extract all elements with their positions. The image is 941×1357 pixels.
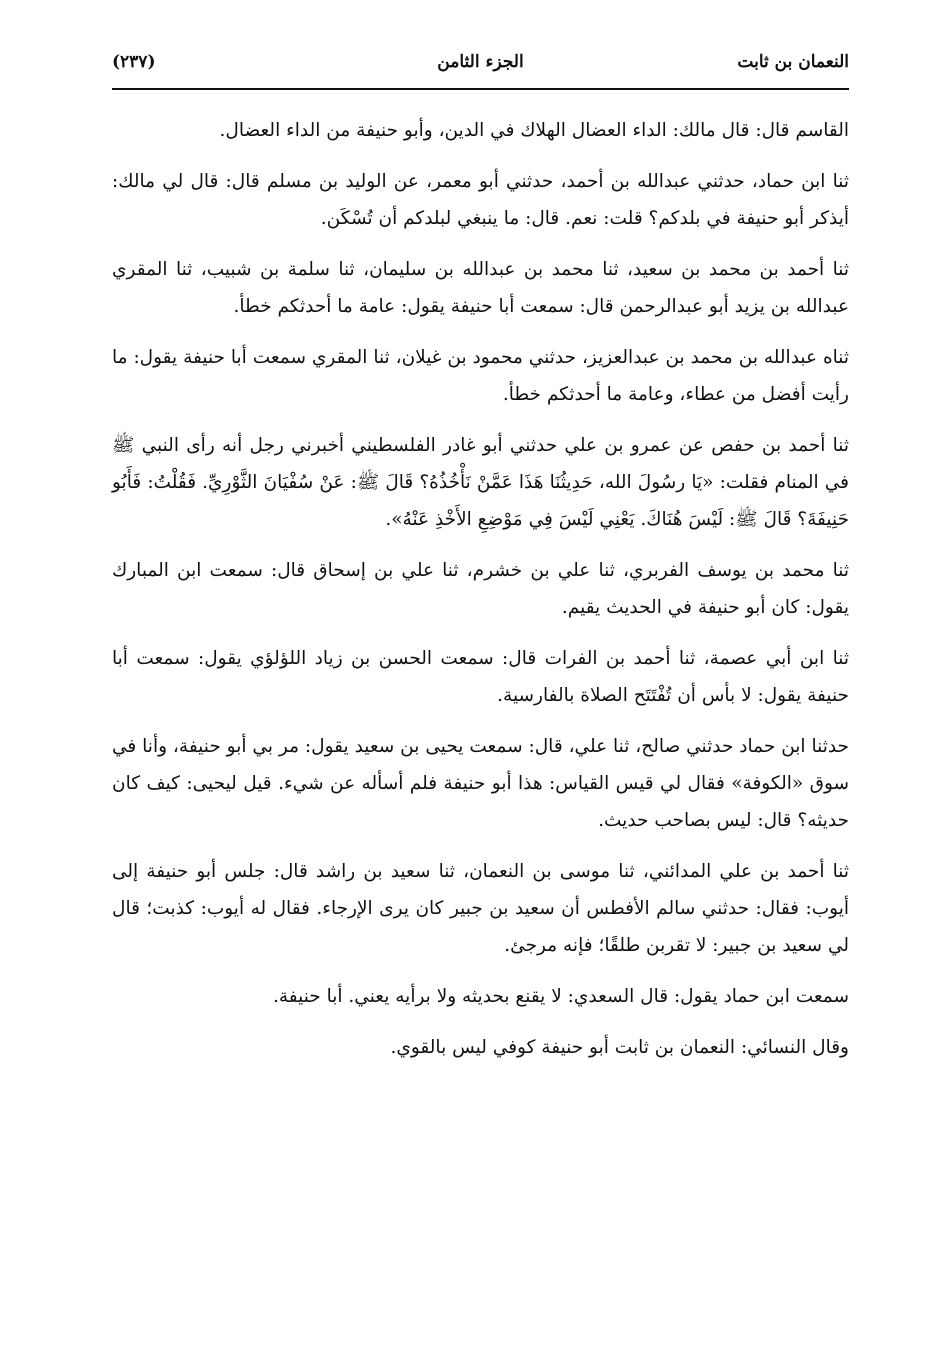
paragraph: ثنا أحمد بن حفص عن عمرو بن علي حدثني أبو غادر الفلسطيني أخبرني رجل أنه رأى النبي ﷺ في المنام فقلت: «يَا رسُولَ الله، حَدِيثُنَا هَذَا عَمَّنْ نَأْخُذُهُ؟ قَالَ ﷺ: عَنْ سُفْيَانَ الثَّوْرِيِّ. فَقُلْتُ: فَأَبُو حَنِيفَةَ؟ قَالَ ﷺ: لَيْسَ هُنَاكَ. يَعْنِي لَيْسَ فِي مَوْضِعِ الأَخْذِ عَنْهُ». [112,435,849,530]
paragraph: ثنا أحمد بن علي المدائني، ثنا موسى بن النعمان، ثنا سعيد بن راشد قال: جلس أبو حنيفة إلى أيوب: فقال: حدثني سالم الأفطس أن سعيد بن جبير كان يرى الإرجاء. فقال له أيوب: كذبت؛ قال لي سعيد بن جبير: لا تقربن طلقًا؛ فإنه مرجئ. [112,861,849,956]
page-header [112,48,849,88]
paragraph: ثنا محمد بن يوسف الفربري، ثنا علي بن خشرم، ثنا علي بن إسحاق قال: سمعت ابن المبارك يقول: كان أبو حنيفة في الحديث يقيم. [112,560,849,618]
paragraph: القاسم قال: قال مالك: الداء العضال الهلاك في الدين، وأبو حنيفة من الداء العضال. [219,120,849,141]
paragraph: وقال النسائي: النعمان بن ثابت أبو حنيفة كوفي ليس بالقوي. [390,1037,849,1058]
paragraph: ثنا ابن حماد، حدثني عبدالله بن أحمد، حدثني أبو معمر، عن الوليد بن مسلم قال: قال لي مالك: أيذكر أبو حنيفة في بلدكم؟ قلت: نعم. قال: ما ينبغي لبلدكم أن تُسْكَن. [112,171,849,229]
header-rule [112,88,849,90]
volume-label: الجزء الثامن [437,52,524,72]
paragraph: ثنا أحمد بن محمد بن سعيد، ثنا محمد بن عبدالله بن سليمان، ثنا سلمة بن شبيب، ثنا المقري عبدالله بن يزيد أبو عبدالرحمن قال: سمعت أبا حنيفة يقول: عامة ما أحدثكم خطأ. [112,259,849,317]
page-number: (٢٣٧) [112,52,156,72]
paragraph: سمعت ابن حماد يقول: قال السعدي: لا يقنع بحديثه ولا برأيه يعني. أبا حنيفة. [272,986,849,1007]
running-title: النعمان بن ثابت [737,52,849,72]
page-body [112,112,849,1080]
paragraph: ثناه عبدالله بن محمد بن عبدالعزيز، حدثني محمود بن غيلان، ثنا المقري سمعت أبا حنيفة يقول: ما رأيت أفضل من عطاء، وعامة ما أحدثكم خطأ. [112,347,849,405]
paragraph: حدثنا ابن حماد حدثني صالح، ثنا علي، قال: سمعت يحيى بن سعيد يقول: مر بي أبو حنيفة، وأنا في سوق «الكوفة» فقال لي قيس القياس: هذا أبو حنيفة فلم أسأله عن شيء. قيل ليحيى: كيف كان حديثه؟ قال: ليس بصاحب حديث. [112,736,849,831]
paragraph: ثنا ابن أبي عصمة، ثنا أحمد بن الفرات قال: سمعت الحسن بن زياد اللؤلؤي يقول: سمعت أبا حنيفة يقول: لا بأس أن تُفْتَتَح الصلاة بالفارسية. [112,648,849,706]
